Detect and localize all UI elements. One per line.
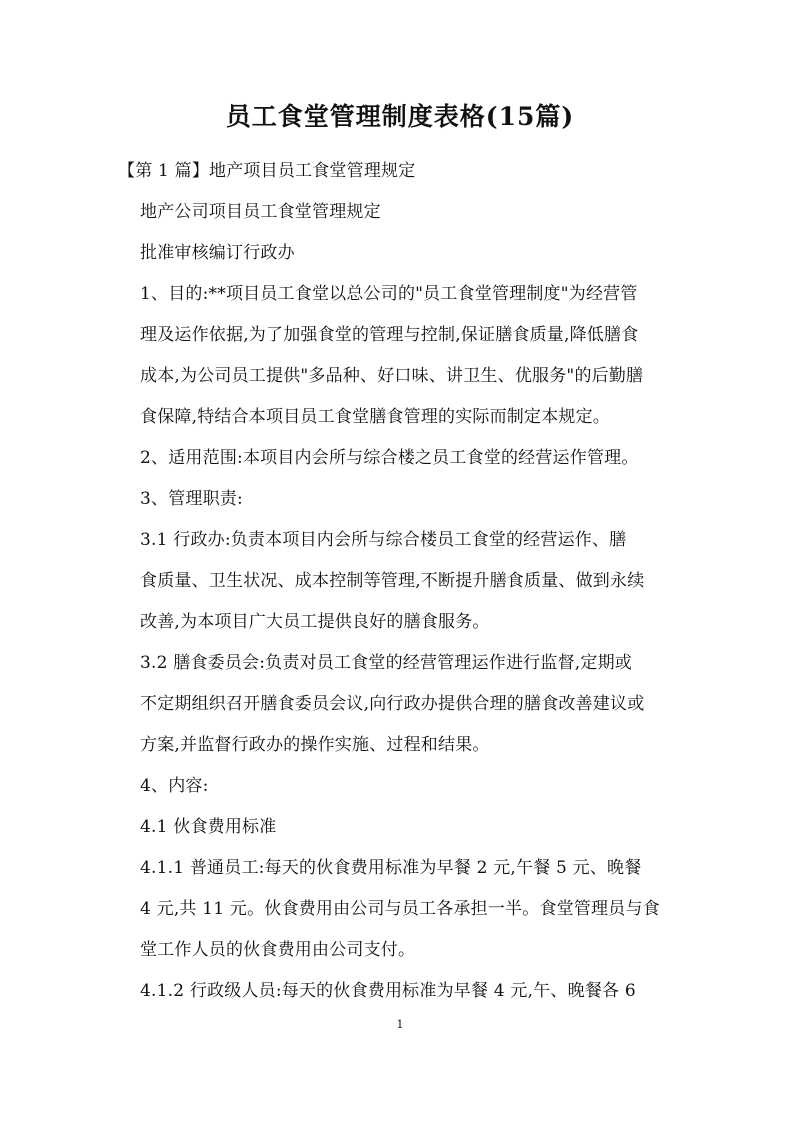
text-line: 食保障,特结合本项目员工食堂膳食管理的实际而制定本规定。 — [140, 407, 611, 427]
paragraph-subtitle — [118, 192, 693, 233]
text-line: 改善,为本项目广大员工提供良好的膳食服务。 — [140, 612, 490, 632]
page-number: 1 — [396, 1018, 404, 1031]
paragraph-responsibilities-heading — [118, 479, 693, 520]
paragraph-approval — [118, 233, 693, 274]
text-line: 理及运作依据,为了加强食堂的管理与控制,保证膳食质量,降低膳食 — [140, 325, 639, 345]
text-line: 4.1.2 行政级人员:每天的伙食费用标准为早餐 4 元,午、晚餐各 6 — [140, 981, 636, 1001]
paragraph-purpose — [118, 274, 693, 438]
text-line: 成本,为公司员工提供"多品种、好口味、讲卫生、优服务"的后勤膳 — [140, 366, 644, 386]
text-line: 堂工作人员的伙食费用由公司支付。 — [140, 940, 416, 960]
text-line: 3.1 行政办:负责本项目内会所与综合楼员工食堂的经营运作、膳 — [140, 530, 627, 550]
text-line: 不定期组织召开膳食委员会议,向行政办提供合理的膳食改善建议或 — [140, 694, 645, 714]
text-line: 批准审核编订行政办 — [140, 243, 295, 263]
text-line: 2、适用范围:本项目内会所与综合楼之员工食堂的经营运作管理。 — [140, 448, 639, 468]
document-body — [118, 151, 693, 1012]
paragraph-regular-staff-cost — [118, 848, 693, 971]
text-line: 3.2 膳食委员会:负责对员工食堂的经营管理运作进行监督,定期或 — [140, 653, 632, 673]
paragraph-section-heading — [118, 151, 693, 192]
text-line: 4.1 伙食费用标准 — [140, 817, 277, 837]
text-line: 方案,并监督行政办的操作实施、过程和结果。 — [140, 735, 490, 755]
text-line: 4 元,共 11 元。伙食费用由公司与员工各承担一半。食堂管理员与食 — [140, 899, 660, 919]
text-line: 3、管理职责: — [140, 489, 243, 509]
text-line: 【第 1 篇】地产项目员工食堂管理规定 — [118, 161, 416, 181]
document-title: 员工食堂管理制度表格(15篇) — [225, 102, 575, 131]
paragraph-meal-cost-heading — [118, 807, 693, 848]
paragraph-admin-office — [118, 520, 693, 643]
text-line: 4、内容: — [140, 776, 209, 796]
text-line: 地产公司项目员工食堂管理规定 — [140, 202, 381, 222]
paragraph-meal-committee — [118, 643, 693, 766]
text-line: 1、目的:**项目员工食堂以总公司的"员工食堂管理制度"为经营管 — [140, 284, 638, 304]
paragraph-scope — [118, 438, 693, 479]
text-line: 4.1.1 普通员工:每天的伙食费用标准为早餐 2 元,午餐 5 元、晚餐 — [140, 858, 642, 878]
paragraph-content-heading — [118, 766, 693, 807]
paragraph-admin-staff-cost — [118, 971, 693, 1012]
text-line: 食质量、卫生状况、成本控制等管理,不断提升膳食质量、做到永续 — [140, 571, 645, 591]
